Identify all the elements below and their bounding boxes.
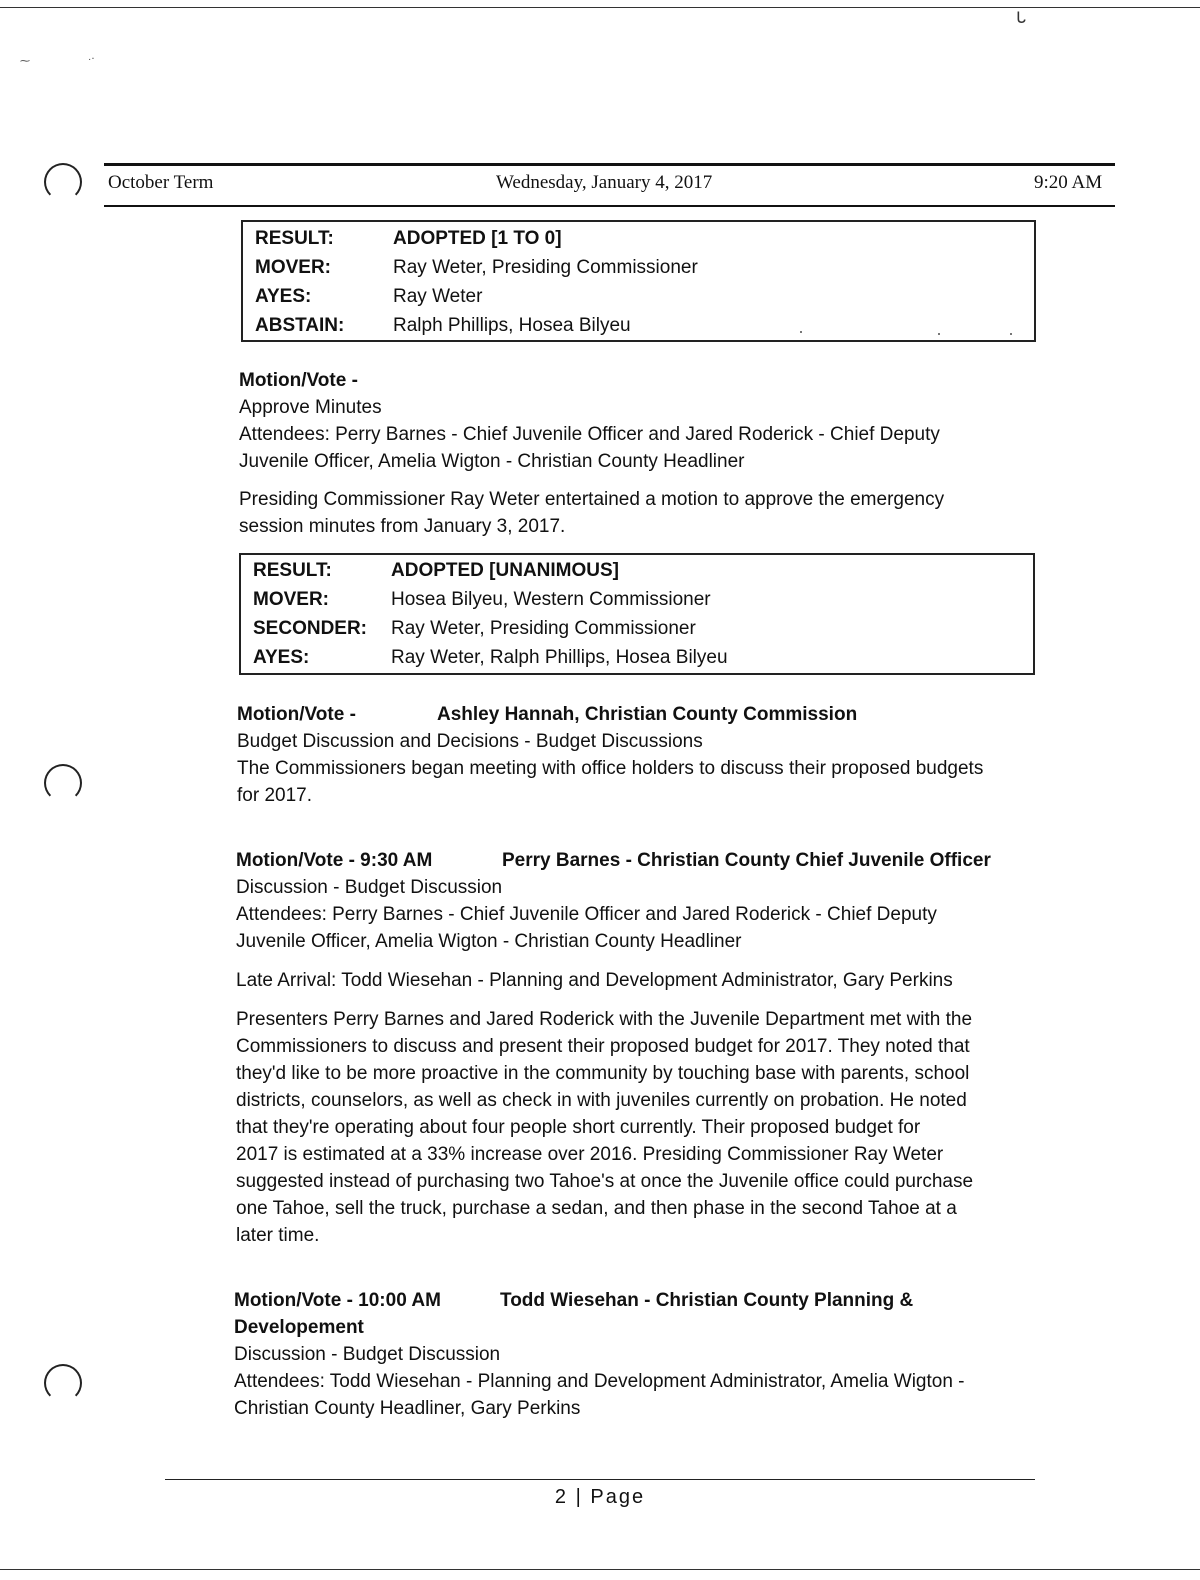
vote-value: Ray Weter, Presiding Commissioner [391,617,696,639]
vote-row [241,614,1033,643]
vote-key: RESULT: [255,227,334,249]
motion-heading: Motion/Vote - [237,704,356,725]
motion-heading: Motion/Vote - [239,370,358,391]
motion-body: 2017 is estimated at a 33% increase over 2016. Presiding Commissioner Ray Weter [236,1144,944,1165]
punch-hole [44,163,82,201]
attendees-line: Juvenile Officer, Amelia Wigton - Christian County Headliner [239,451,745,472]
vote-key: RESULT: [253,559,332,581]
motion-heading-row [237,701,1047,728]
motion-presenter-continued: Developement [234,1317,364,1338]
vote-row [241,643,1033,672]
motion-item-approve-minutes [239,367,1039,540]
attendees-line: Attendees: Perry Barnes - Chief Juvenile Officer and Jared Roderick - Chief Deputy [236,904,937,925]
motion-body: The Commissioners began meeting with office holders to discuss their proposed budgets [237,758,984,779]
header-rule-top [104,163,1115,166]
motion-subject: Budget Discussion and Decisions - Budget Discussions [237,731,703,752]
vote-value: ADOPTED [1 TO 0] [393,227,562,249]
motion-body: they'd like to be more proactive in the community by touching base with parents, school [236,1063,970,1084]
motion-presenter: Ashley Hannah, Christian County Commission [437,704,858,725]
vote-value: Hosea Bilyeu, Western Commissioner [391,588,711,610]
motion-subject: Discussion - Budget Discussion [236,877,503,898]
punch-hole [44,1364,82,1402]
motion-heading: Motion/Vote - 10:00 AM [234,1290,441,1311]
vote-result-box [239,553,1035,675]
motion-body: suggested instead of purchasing two Tahoe's at once the Juvenile office could purchase [236,1171,974,1192]
motion-heading-row [234,1287,1044,1314]
header-term: October Term [108,172,214,193]
vote-row [243,224,1034,253]
vote-value: Ralph Phillips, Hosea Bilyeu [393,314,631,336]
header-date: Wednesday, January 4, 2017 [496,172,713,193]
motion-item-budget-discussions [237,701,1047,809]
scan-speck [800,331,802,333]
vote-key: SECONDER: [253,617,368,639]
vote-row [243,282,1034,311]
vote-key: AYES: [255,285,312,307]
scan-smudge: ⁓ [20,56,30,67]
attendees-line: Christian County Headliner, Gary Perkins [234,1398,581,1419]
vote-value: ADOPTED [UNANIMOUS] [391,559,619,581]
footer-rule [165,1479,1035,1480]
vote-row [243,253,1034,282]
scan-edge-bottom [0,1569,1200,1570]
attendees-line: Attendees: Todd Wiesehan - Planning and Development Administrator, Amelia Wigton - [234,1371,965,1392]
motion-heading: Motion/Vote - 9:30 AM [236,850,433,871]
handwritten-mark: ᒐ [1016,8,1027,27]
vote-key: ABSTAIN: [255,314,345,336]
vote-key: MOVER: [255,256,331,278]
vote-row [241,556,1033,585]
motion-body: session minutes from January 3, 2017. [239,516,566,537]
motion-body: one Tahoe, sell the truck, purchase a sedan, and then phase in the second Tahoe at a [236,1198,957,1219]
motion-body: Commissioners to discuss and present their proposed budget for 2017. They noted that [236,1036,970,1057]
vote-row [243,311,1034,340]
scan-speck [938,333,940,335]
motion-item-juvenile-budget [236,847,1046,1249]
motion-presenter: Perry Barnes - Christian County Chief Juvenile Officer [502,850,991,871]
header-rule-bottom [104,205,1115,207]
header-time: 9:20 AM [1034,172,1103,193]
punch-hole [44,764,82,802]
scan-smudge: ·‧ [88,54,95,65]
vote-value: Ray Weter [393,285,483,307]
attendees-line: Attendees: Perry Barnes - Chief Juvenile Officer and Jared Roderick - Chief Deputy [239,424,940,445]
vote-value: Ray Weter, Presiding Commissioner [393,256,698,278]
vote-result-box [241,220,1036,342]
motion-body: Presenters Perry Barnes and Jared Roderick with the Juvenile Department met with the [236,1009,973,1030]
scan-speck [1010,333,1012,335]
motion-body: for 2017. [237,785,312,806]
attendees-line: Juvenile Officer, Amelia Wigton - Christian County Headliner [236,931,742,952]
vote-key: AYES: [253,646,310,668]
motion-heading-row [236,847,1046,874]
page-number: 2 | Page [554,1486,646,1508]
motion-item-planning-budget [234,1287,1044,1422]
late-arrival-line: Late Arrival: Todd Wiesehan - Planning and Development Administrator, Gary Perkins [236,970,953,991]
motion-presenter: Todd Wiesehan - Christian County Planning & [500,1290,914,1311]
motion-subject: Approve Minutes [239,397,382,418]
motion-subject: Discussion - Budget Discussion [234,1344,501,1365]
vote-value: Ray Weter, Ralph Phillips, Hosea Bilyeu [391,646,728,668]
motion-body: districts, counselors, as well as check in with juveniles currently on probation. He noted [236,1090,967,1111]
vote-row [241,585,1033,614]
motion-body: later time. [236,1225,320,1246]
vote-key: MOVER: [253,588,329,610]
motion-body: that they're operating about four people short currently. Their proposed budget for [236,1117,921,1138]
motion-body: Presiding Commissioner Ray Weter entertained a motion to approve the emergency [239,489,945,510]
